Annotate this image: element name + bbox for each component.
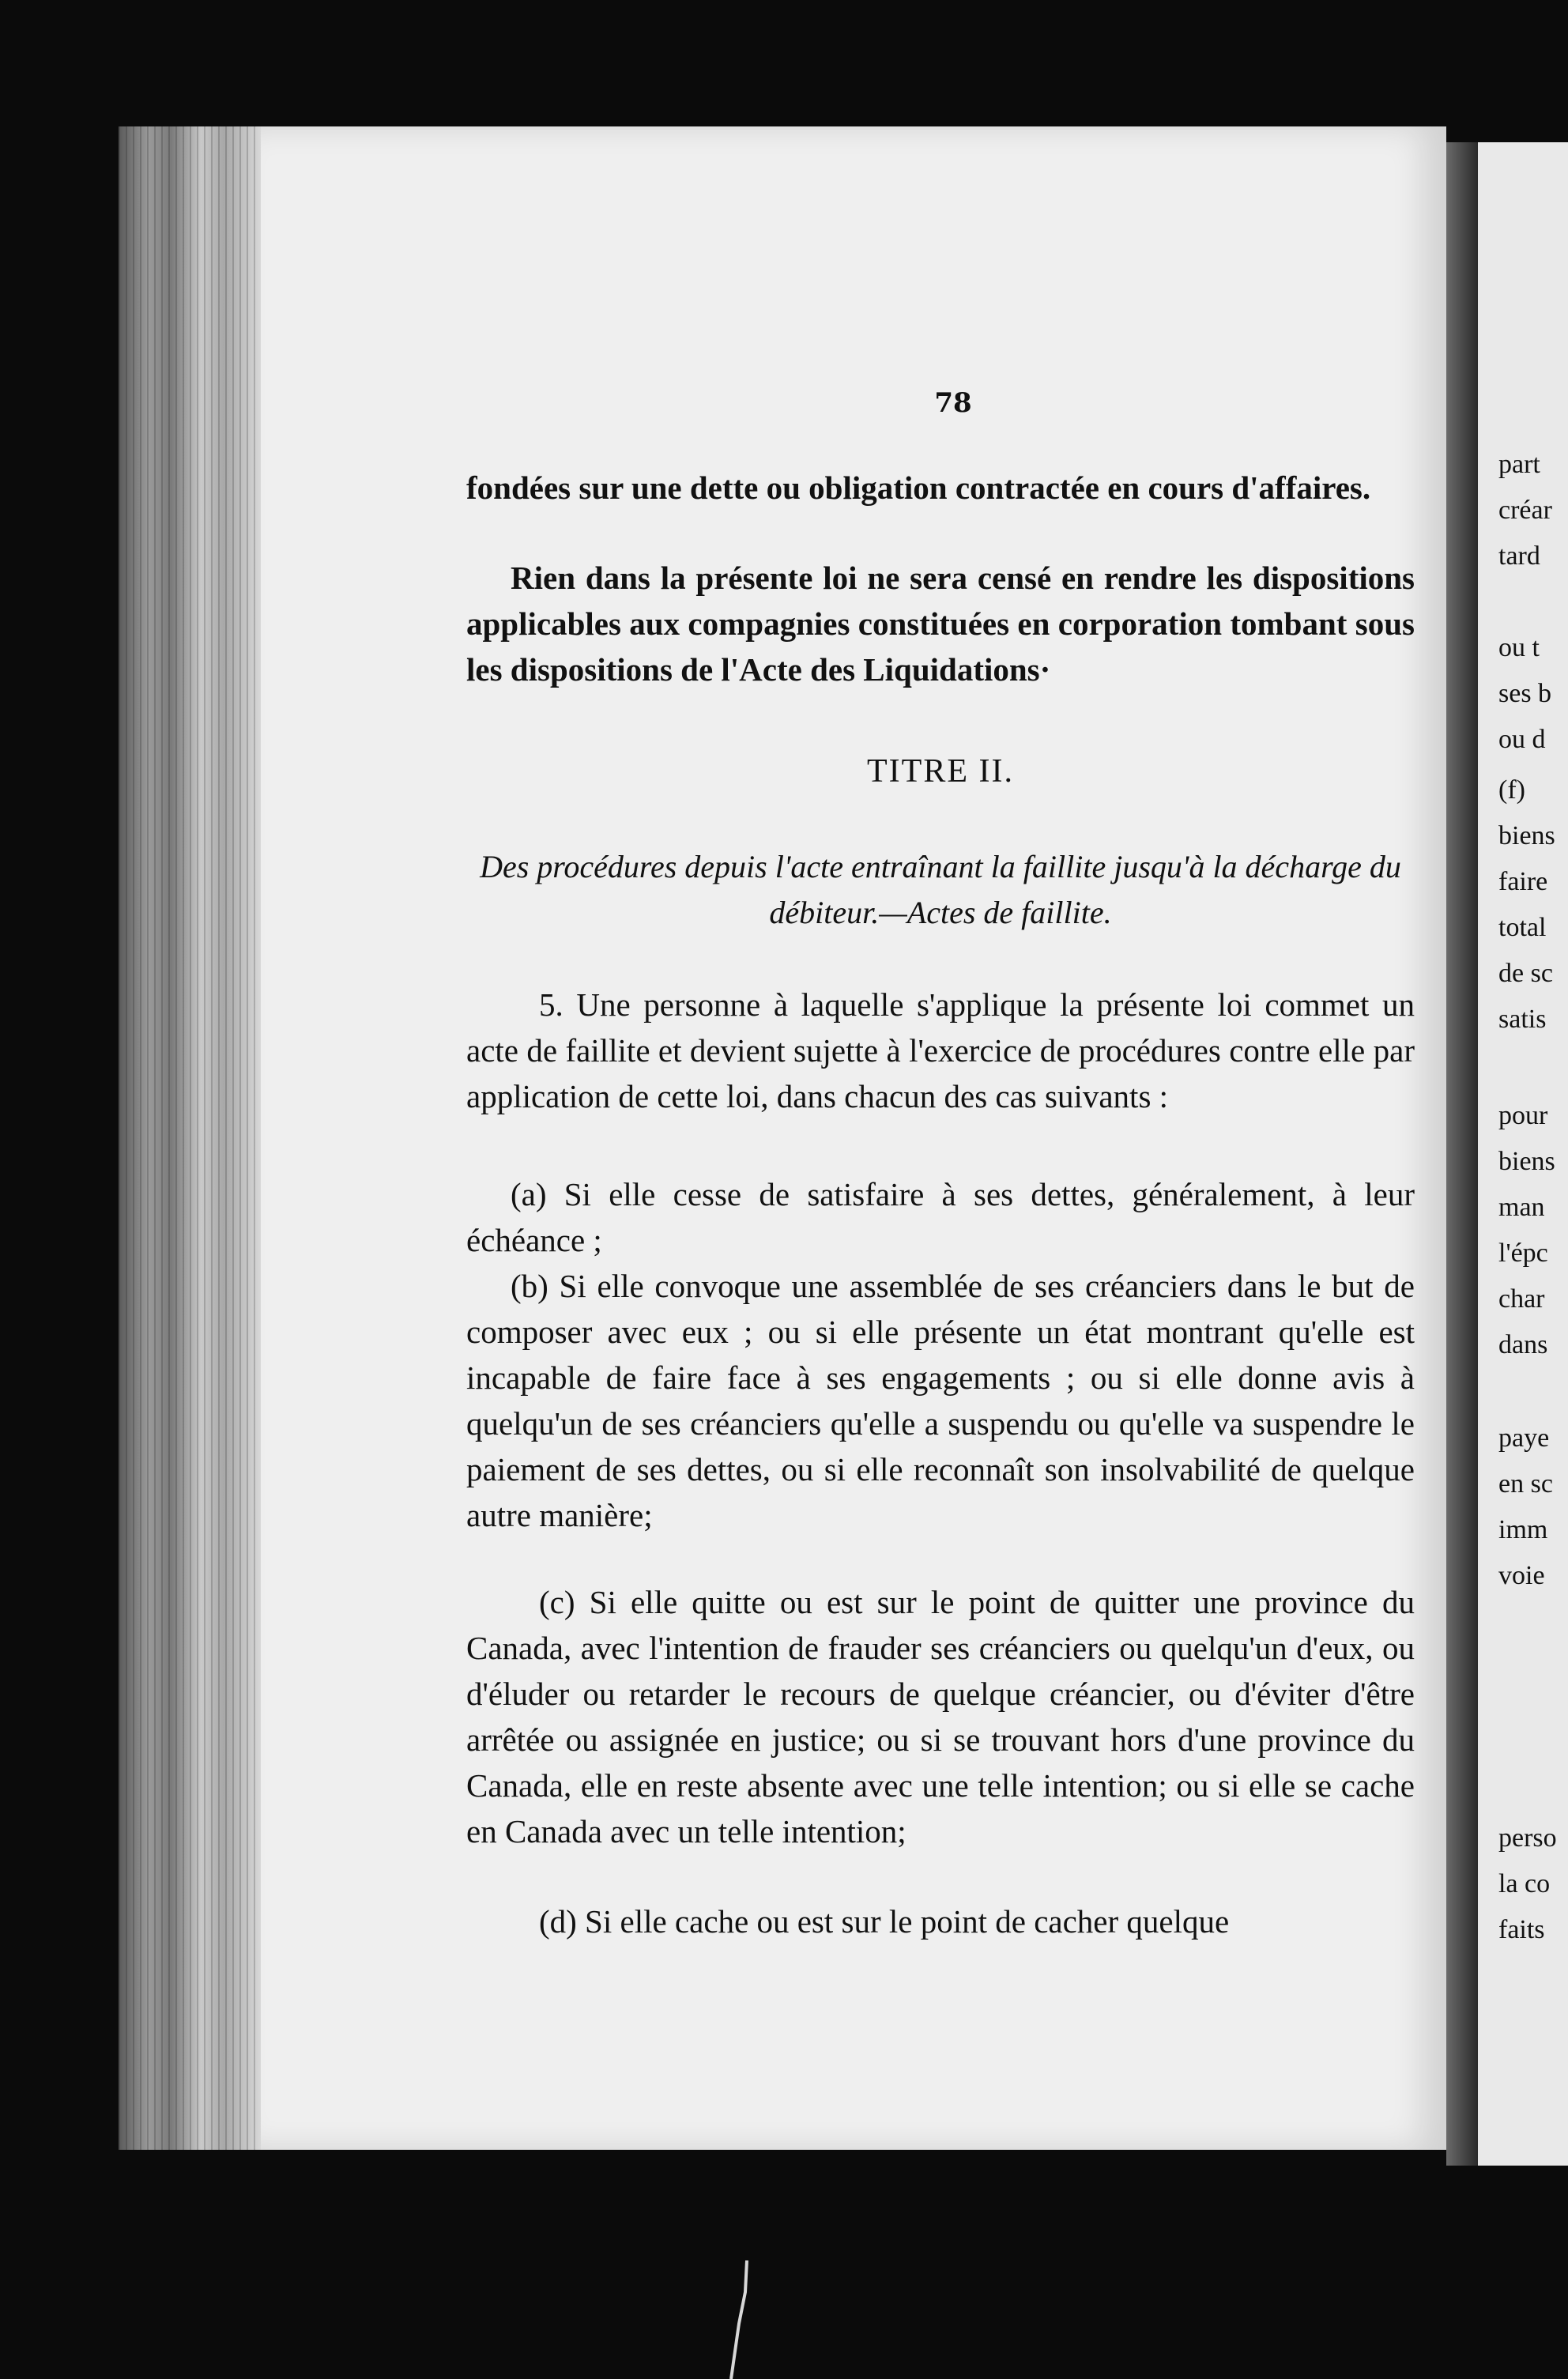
facing-fragment: dans <box>1498 1330 1548 1359</box>
facing-fragment: ou t <box>1498 633 1540 662</box>
facing-fragment: (f) <box>1498 775 1525 805</box>
scan-artifact-mark <box>715 2260 771 2379</box>
facing-fragment: en sc <box>1498 1469 1553 1499</box>
facing-fragment: man <box>1498 1193 1545 1222</box>
facing-fragment: l'épc <box>1498 1239 1548 1268</box>
clause-b: (b) Si elle convoque une assemblée de ses créanciers dans le but de composer avec eux ; ou si elle présente un état montrant qu'elle est incapable de faire face à ses engagements ; ou si elle donne avis à quelqu'un de ses créanciers qu'elle a suspendu ou qu'elle va suspendre le paiement de ses dettes, ou si elle reconnaît son insolvabilité de quelque autre manière; <box>466 1268 1415 1533</box>
facing-fragment: créar <box>1498 496 1552 525</box>
page-number: 78 <box>934 387 972 419</box>
facing-fragment: faits <box>1498 1915 1545 1944</box>
facing-fragment: char <box>1498 1284 1545 1314</box>
facing-page <box>1478 142 1568 2166</box>
facing-fragment: total <box>1498 913 1547 942</box>
article-intro: 5. Une personne à laquelle s'applique la présente loi commet un acte de faillite et devient sujette à l'exercice de procédures contre elle par application de cette loi, dans chacun des cas suivants : <box>466 986 1415 1114</box>
facing-fragment: pour <box>1498 1101 1548 1130</box>
facing-fragment: biens <box>1498 821 1555 850</box>
clause-c: (c) Si elle quitte ou est sur le point de quitter une province du Canada, avec l'intention de frauder ses créanciers ou quelqu'un d'eux, ou d'éluder ou retarder le recours de quelque créancier, ou d'éviter d'être arrêtée ou assignée en justice; ou si se trouvant hors d'une province du Canada, elle en reste absente avec une telle intention; ou si elle se cache en Canada avec un telle intention; <box>466 1584 1415 1849</box>
section-title: TITRE II. <box>867 753 1014 790</box>
facing-fragment: la co <box>1498 1869 1551 1898</box>
facing-fragment: biens <box>1498 1147 1555 1176</box>
clause-d: (d) Si elle cache ou est sur le point de cacher quelque <box>539 1903 1230 1940</box>
clause-a: (a) Si elle cesse de satisfaire à ses dettes, généralement, à leur échéance ; <box>466 1176 1415 1258</box>
facing-fragment: perso <box>1498 1823 1557 1853</box>
facing-fragment: imm <box>1498 1515 1548 1544</box>
paragraph: Rien dans la présente loi ne sera censé en rendre les dispositions applicables aux compagnies constituées en corporation tombant sous les dispositions de l'Acte des Liquidations· <box>466 560 1415 688</box>
facing-fragment: voie <box>1498 1561 1545 1590</box>
facing-fragment: part <box>1498 450 1540 479</box>
book-gutter <box>1446 142 1478 2166</box>
facing-fragment: ou d <box>1498 725 1546 754</box>
facing-fragment: satis <box>1498 1005 1547 1034</box>
facing-fragment: ses b <box>1498 679 1552 708</box>
facing-fragment: faire <box>1498 867 1548 896</box>
facing-fragment: paye <box>1498 1423 1550 1453</box>
page-edges <box>119 126 269 2150</box>
section-subtitle: Des procédures depuis l'acte entraînant la faillite jusqu'à la décharge du débiteur.—Actes de faillite. <box>480 849 1401 930</box>
facing-fragment: tard <box>1498 541 1540 571</box>
paragraph: fondées sur une dette ou obligation contractée en cours d'affaires. <box>466 469 1371 506</box>
facing-fragment: de sc <box>1498 959 1553 988</box>
